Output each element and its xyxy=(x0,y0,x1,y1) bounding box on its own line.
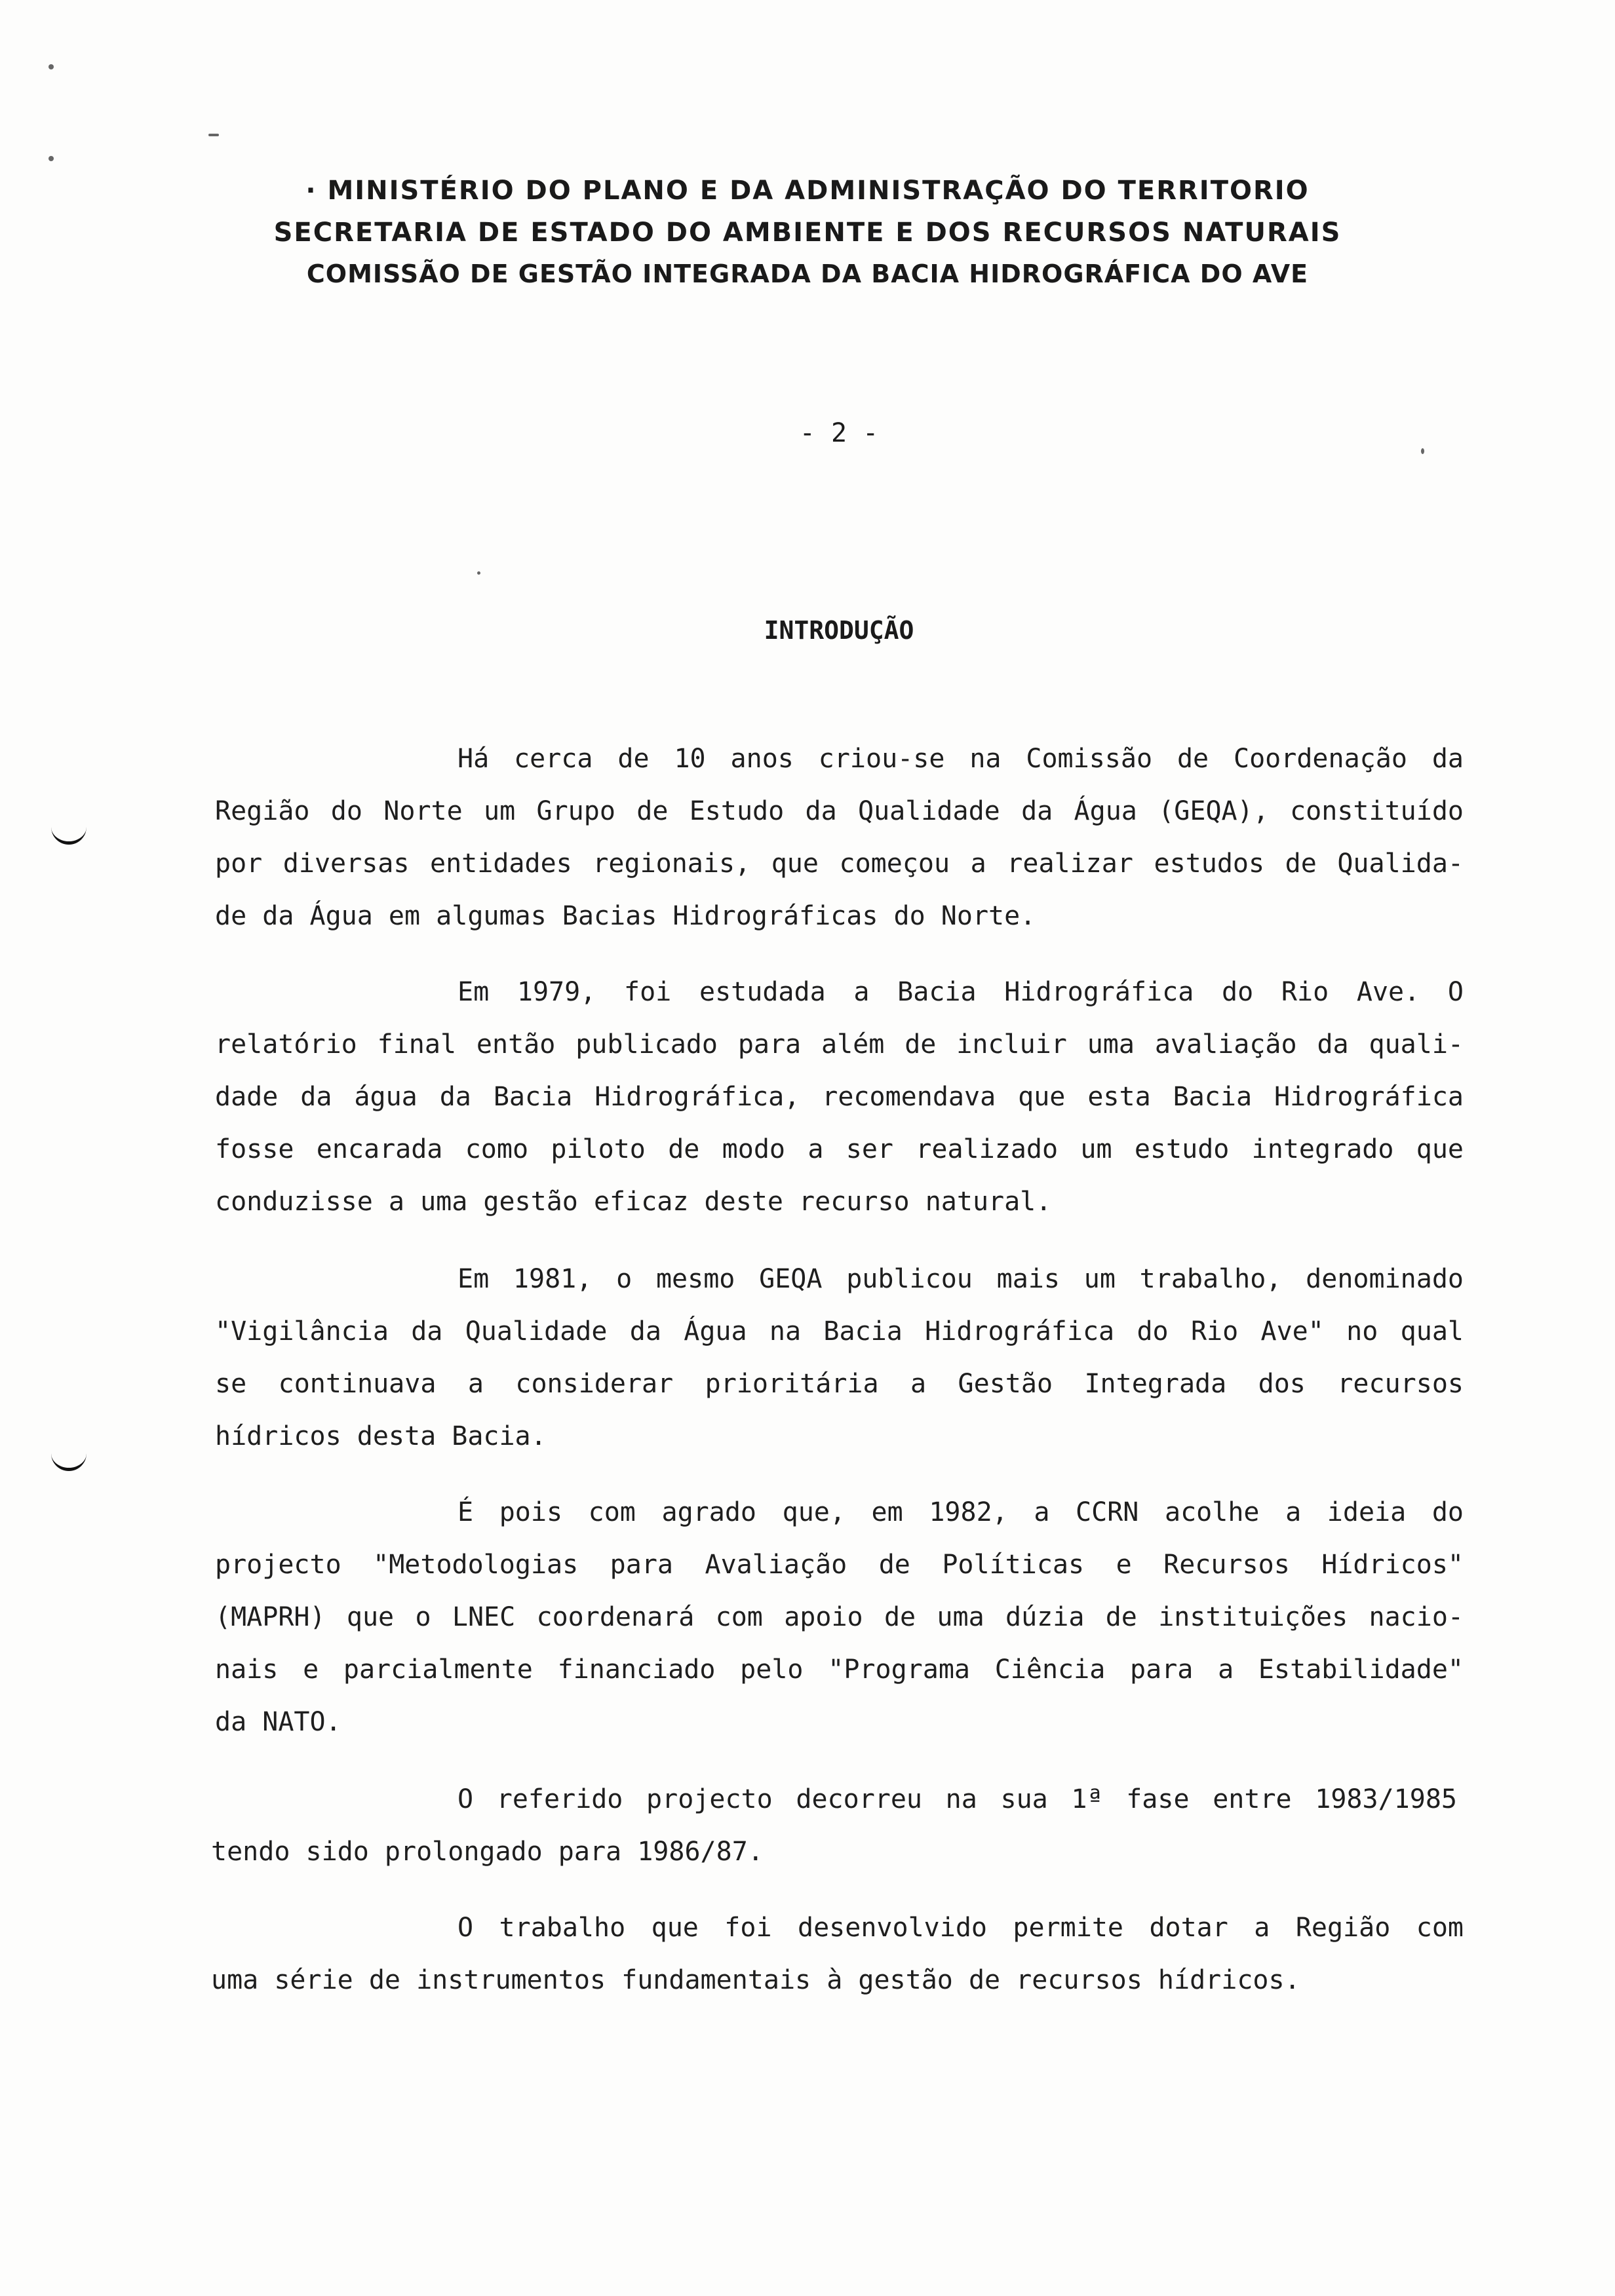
scan-speck xyxy=(49,156,54,161)
paragraph-2-line-5: conduzisse a uma gestão eficaz deste recurso natural. xyxy=(215,1187,1052,1217)
paragraph-4-line-4: nais e parcialmente financiado pelo "Programa Ciência para a Estabilidade" xyxy=(215,1655,1464,1685)
paragraph-2-line-4: fosse encarada como piloto de modo a ser realizado um estudo integrado que xyxy=(215,1134,1464,1164)
paragraph-4-line-2: projecto "Metodologias para Avaliação de Políticas e Recursos Hídricos" xyxy=(215,1550,1464,1580)
paragraph-3-line-3: se continuava a considerar prioritária a Gestão Integrada dos recursos xyxy=(215,1369,1464,1399)
paragraph-3-line-4: hídricos desta Bacia. xyxy=(215,1421,547,1451)
paragraph-2-line-2: relatório final então publicado para além de incluir uma avaliação da quali- xyxy=(215,1029,1464,1060)
paragraph-1-line-2: Região do Norte um Grupo de Estudo da Qualidade da Água (GEQA), constituído xyxy=(215,796,1464,826)
scan-speck xyxy=(208,134,219,136)
page-number: - 2 - xyxy=(799,418,879,448)
paragraph-1-line-3: por diversas entidades regionais, que começou a realizar estudos de Qualida- xyxy=(215,849,1464,879)
scan-speck xyxy=(477,571,480,575)
paragraph-6-line-1: O trabalho que foi desenvolvido permite dotar a Região com xyxy=(457,1913,1464,1943)
paragraph-4-line-1: É pois com agrado que, em 1982, a CCRN acolhe a ideia do xyxy=(457,1497,1464,1527)
paragraph-3-line-2: "Vigilância da Qualidade da Água na Bacia Hidrográfica do Rio Ave" no qual xyxy=(215,1316,1464,1347)
paragraph-2-line-3: dade da água da Bacia Hidrográfica, recomendava que esta Bacia Hidrográfica xyxy=(215,1082,1464,1112)
letterhead-commission: COMISSÃO DE GESTÃO INTEGRADA DA BACIA HIDROGRÁFICA DO AVE xyxy=(306,259,1309,288)
paragraph-4-line-5: da NATO. xyxy=(215,1707,341,1737)
paragraph-3-line-1: Em 1981, o mesmo GEQA publicou mais um trabalho, denominado xyxy=(457,1264,1464,1294)
paragraph-1-line-1: Há cerca de 10 anos criou-se na Comissão de Coordenação da xyxy=(457,744,1464,774)
letterhead-secretariat: SECRETARIA DE ESTADO DO AMBIENTE E DOS RECURSOS NATURAIS xyxy=(273,218,1342,248)
paragraph-5-line-1: O referido projecto decorreu na sua 1ª fase entre 1983/1985 xyxy=(457,1784,1457,1814)
paragraph-2-line-1: Em 1979, foi estudada a Bacia Hidrográfica do Rio Ave. O xyxy=(457,977,1464,1007)
margin-punch-mark xyxy=(51,1453,87,1471)
paragraph-5-line-2: tendo sido prolongado para 1986/87. xyxy=(211,1837,764,1867)
letterhead-ministry: · MINISTÉRIO DO PLANO E DA ADMINISTRAÇÃO DO TERRITORIO xyxy=(305,176,1310,206)
scan-speck xyxy=(49,64,54,69)
scan-speck xyxy=(1421,448,1424,454)
margin-punch-mark xyxy=(51,827,87,845)
paragraph-6-line-2: uma série de instrumentos fundamentais à gestão de recursos hídricos. xyxy=(211,1965,1300,1995)
paragraph-1-line-4: de da Água em algumas Bacias Hidrográficas do Norte. xyxy=(215,901,1036,931)
paragraph-4-line-3: (MAPRH) que o LNEC coordenará com apoio de uma dúzia de instituições nacio- xyxy=(215,1602,1464,1632)
section-heading: INTRODUÇÃO xyxy=(764,616,914,645)
